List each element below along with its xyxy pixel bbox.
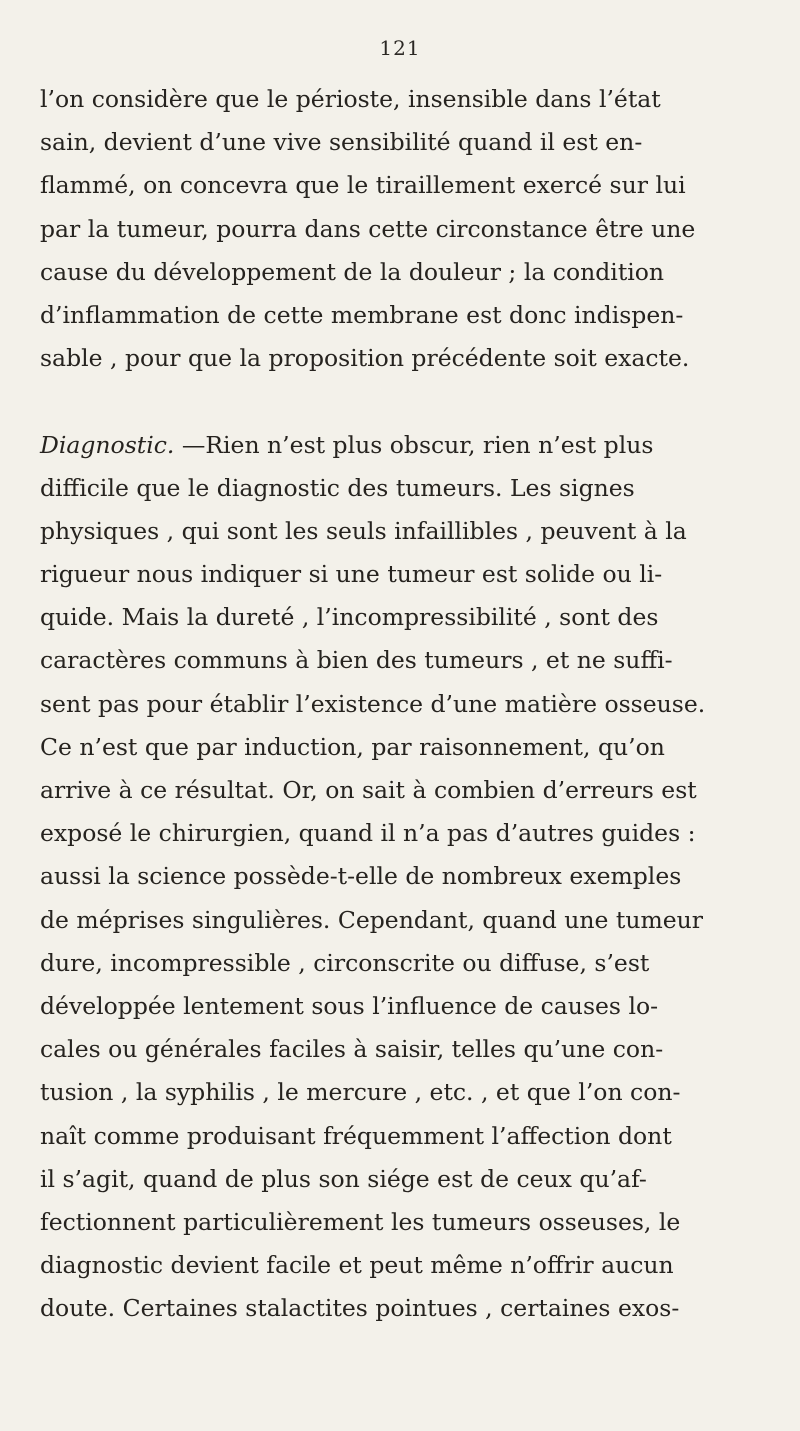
text-line: caractères communs à bien des tumeurs , et ne suffi- bbox=[40, 646, 673, 675]
text-line: doute. Certaines stalactites pointues , certaines exos- bbox=[40, 1294, 680, 1323]
text-line: par la tumeur, pourra dans cette circonstance être une bbox=[40, 214, 696, 243]
text-line: arrive à ce résultat. Or, on sait à combien d’erreurs est bbox=[40, 776, 697, 804]
text-line: cales ou générales faciles à saisir, telles qu’une con- bbox=[40, 1035, 664, 1064]
paragraph-periosteum bbox=[40, 78, 780, 380]
page-number: 121 bbox=[379, 36, 421, 60]
text-line: sain, devient d’une vive sensibilité quand il est en- bbox=[40, 128, 643, 157]
text-line: sent pas pour établir l’existence d’une matière osseuse. bbox=[40, 689, 706, 718]
paragraph-diagnostic bbox=[40, 424, 780, 1331]
paragraph-gap bbox=[40, 380, 780, 423]
text-line: cause du développement de la douleur ; la condition bbox=[40, 257, 665, 286]
text-line: exposé le chirurgien, quand il n’a pas d’autres guides : bbox=[40, 819, 696, 848]
text-line: physiques , qui sont les seuls infaillibles , peuvent à la bbox=[40, 516, 687, 545]
text-line: dure, incompressible , circonscrite ou diffuse, s’est bbox=[40, 948, 650, 977]
text-line: quide. Mais la dureté , l’incompressibilité , sont des bbox=[40, 603, 659, 632]
text-line: il s’agit, quand de plus son siége est de ceux qu’af- bbox=[40, 1164, 647, 1193]
text-line: Ce n’est que par induction, par raisonnement, qu’on bbox=[40, 732, 665, 761]
text-line: fectionnent particulièrement les tumeurs osseuses, le bbox=[40, 1207, 681, 1236]
text-line: l’on considère que le périoste, insensible dans l’état bbox=[40, 85, 661, 113]
text-line: aussi la science possède-t-elle de nombreux exemples bbox=[40, 862, 682, 891]
page-text bbox=[40, 78, 780, 1330]
section-heading: Diagnostic. bbox=[40, 430, 175, 459]
text-line: naît comme produisant fréquemment l’affection dont bbox=[40, 1121, 672, 1150]
text-line bbox=[40, 424, 780, 467]
text-line: flammé, on concevra que le tiraillement exercé sur lui bbox=[40, 171, 686, 200]
text-line: rigueur nous indiquer si une tumeur est solide ou li- bbox=[40, 560, 663, 589]
text-line: sable , pour que la proposition précédente soit exacte. bbox=[40, 344, 690, 373]
text-line: d’inflammation de cette membrane est donc indispen- bbox=[40, 300, 684, 329]
text-line: tusion , la syphilis , le mercure , etc. , et que l’on con- bbox=[40, 1078, 681, 1107]
text-span: —Rien n’est plus obscur, rien n’est plus bbox=[174, 430, 654, 459]
text-line: diagnostic devient facile et peut même n’offrir aucun bbox=[40, 1251, 674, 1280]
text-line: difficile que le diagnostic des tumeurs. Les signes bbox=[40, 473, 635, 502]
text-line: développée lentement sous l’influence de causes lo- bbox=[40, 991, 659, 1020]
text-line: de méprises singulières. Cependant, quand une tumeur bbox=[40, 905, 704, 934]
